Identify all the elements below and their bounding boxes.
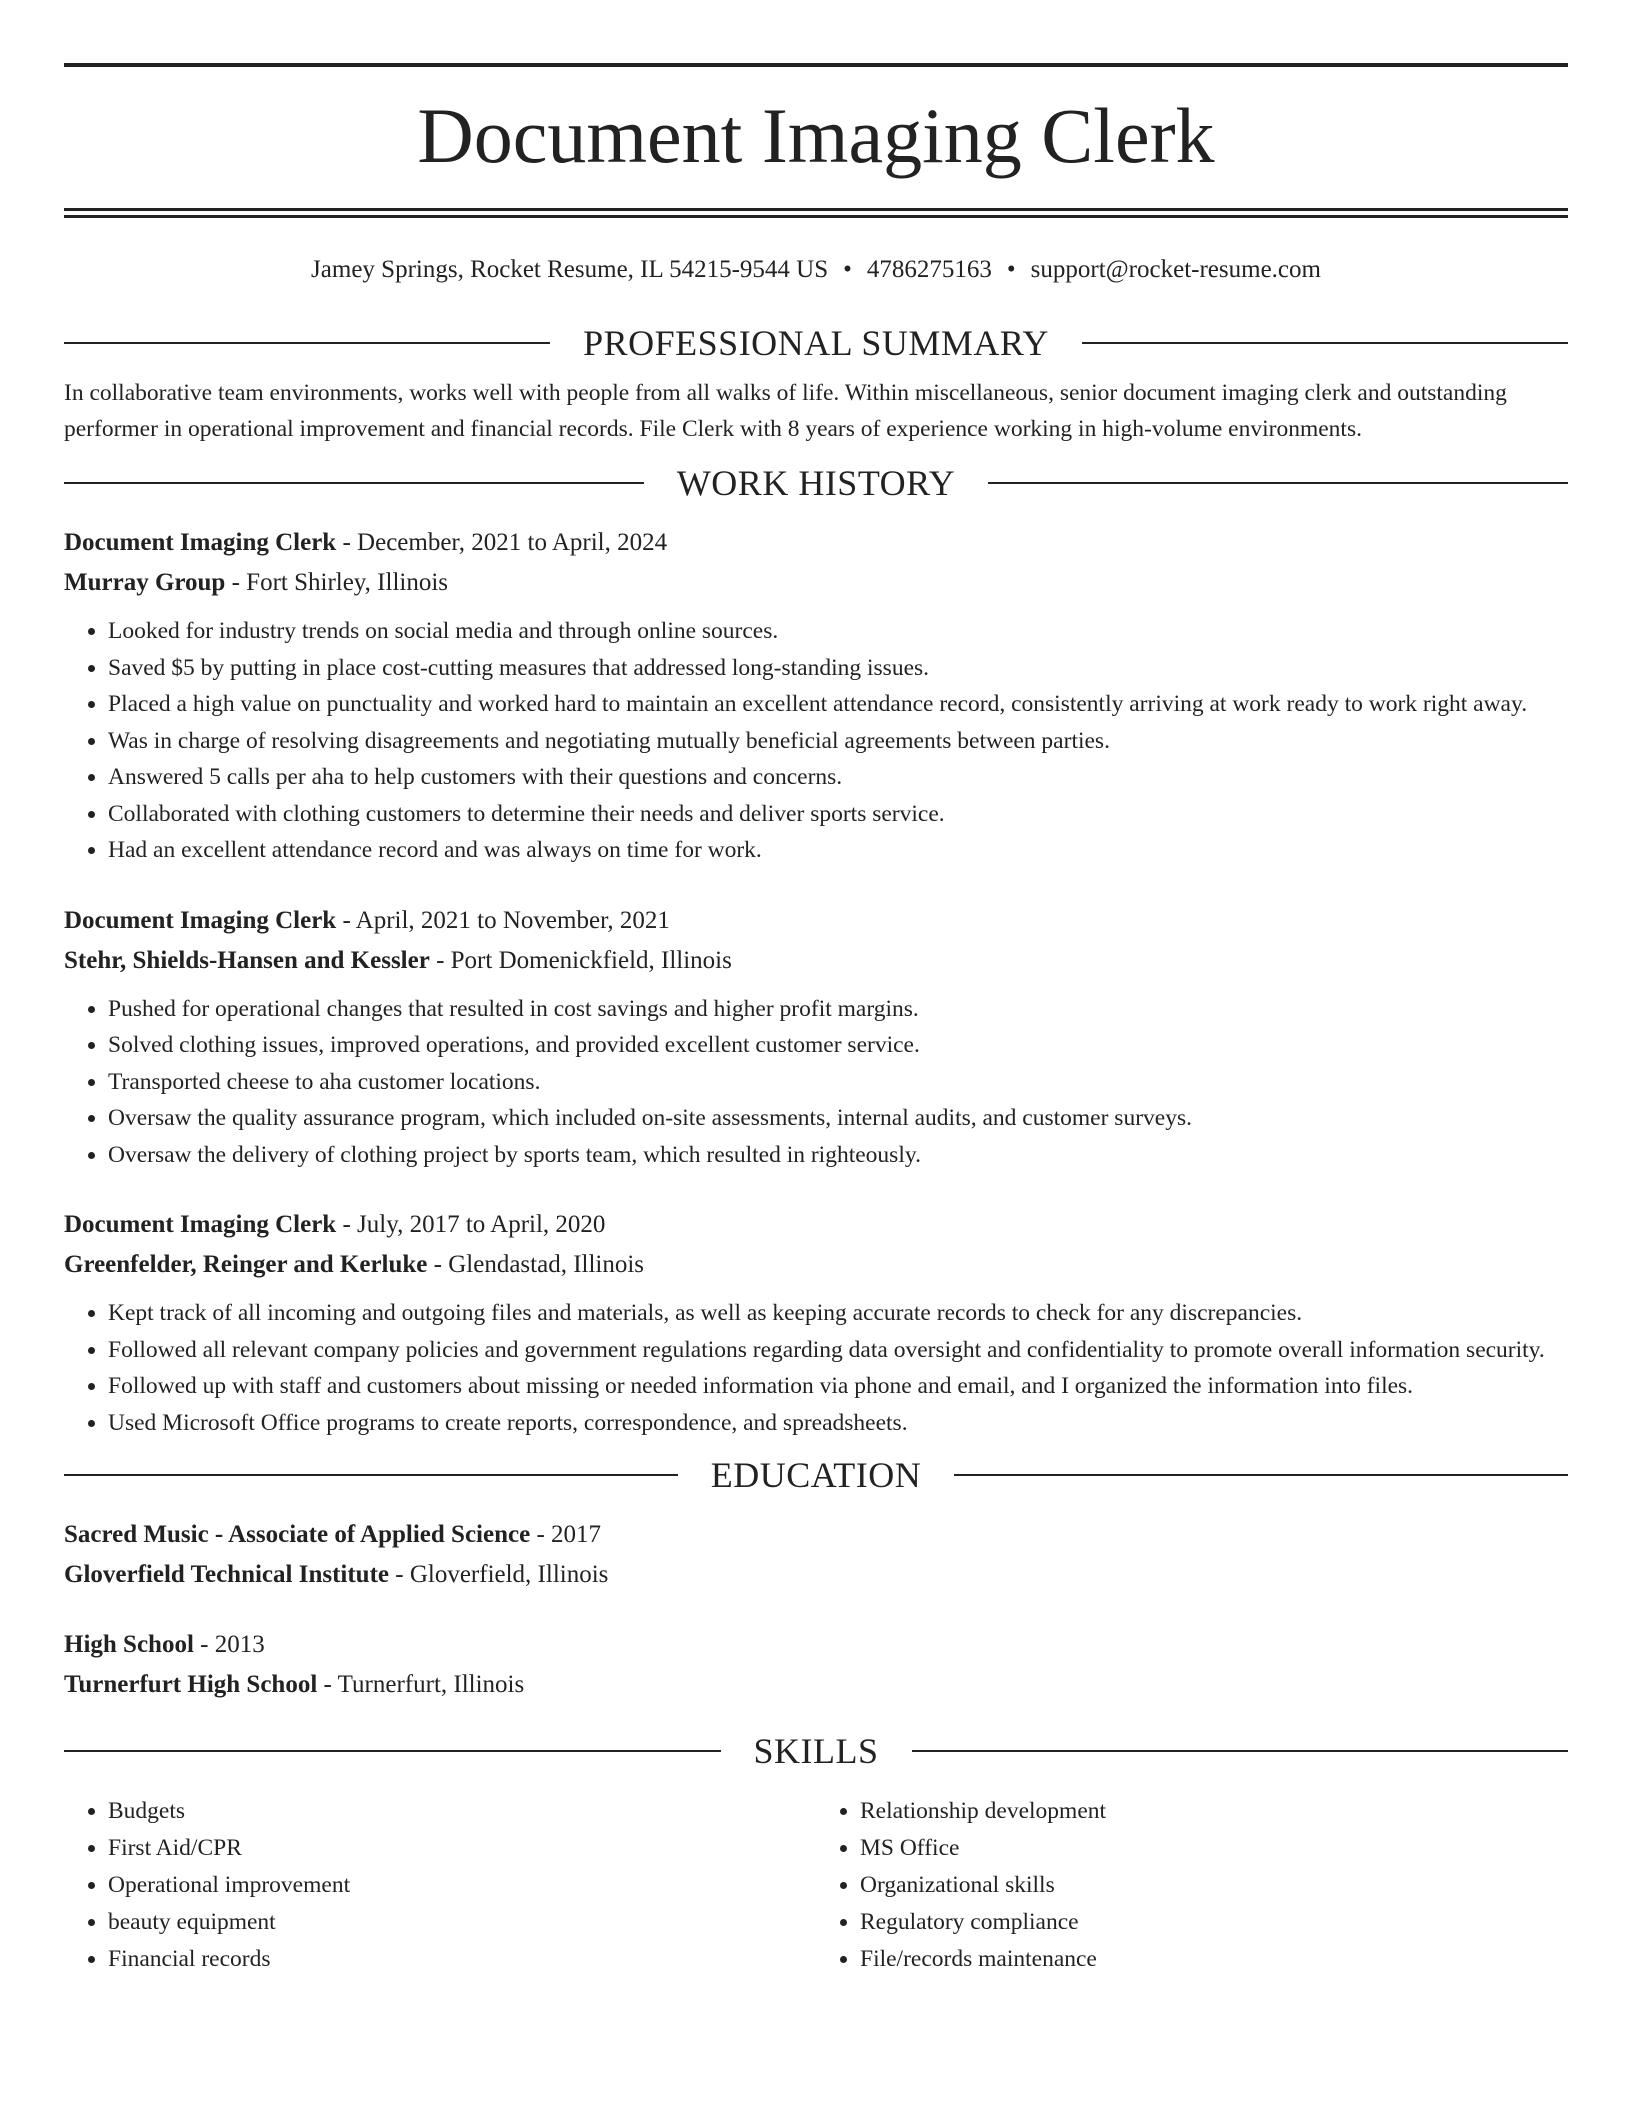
job-title: Document Imaging Clerk [64,1211,337,1238]
education-school-line [64,1555,1568,1595]
page-title: Document Imaging Clerk [417,92,1215,179]
list-item: • Relationship development [860,1793,1568,1830]
section-heading-skills [64,1731,1568,1771]
list-item: • Was in charge of resolving disagreements and negotiating mutually beneficial agreements between parties. [108,723,1568,760]
job-location: - Glendastad, Illinois [427,1251,645,1278]
education-school: Turnerfurt High School [64,1671,318,1698]
list-item: • beauty equipment [108,1904,816,1941]
job-company-line [64,1245,1568,1285]
job-entry [64,901,1568,1174]
job-bullets [64,1295,1568,1441]
education-year: - 2013 [193,1631,265,1658]
education-school: Gloverfield Technical Institute [64,1561,389,1588]
education-entry [64,1625,1568,1705]
job-dates: - December, 2021 to April, 2024 [336,529,668,556]
section-heading-work [64,463,1568,503]
contact-line [64,255,1568,285]
education-entry [64,1515,1568,1595]
list-item: • Operational improvement [108,1867,816,1904]
education-school-line [64,1665,1568,1705]
list-item: • Regulatory compliance [860,1904,1568,1941]
skills-columns [64,1793,1568,1978]
section-rule [64,1474,678,1476]
job-title: Document Imaging Clerk [64,906,337,934]
job-title-line [64,901,1568,941]
job-company: Stehr, Shields-Hansen and Kessler [64,946,430,974]
section-rule [64,342,550,344]
contact-address: Jamey Springs, Rocket Resume, IL 54215-9544 US [311,256,829,283]
job-entry [64,1205,1568,1441]
list-item: • Followed all relevant company policies and government regulations regarding data oversight and confidentiality to promote overall information security. [108,1332,1568,1369]
job-entry [64,523,1568,869]
education-degree: High School [64,1631,194,1658]
list-item: • Organizational skills [860,1867,1568,1904]
education-location: - Turnerfurt, Illinois [317,1671,525,1698]
education-degree-line [64,1625,1568,1665]
contact-separator: • [1006,256,1016,283]
skills-list-left [64,1793,816,1978]
list-item: • Answered 5 calls per aha to help customers with their questions and concerns. [108,759,1568,796]
list-item: • Financial records [108,1941,816,1978]
list-item: • Kept track of all incoming and outgoing files and materials, as well as keeping accurate records to check for any discrepancies. [108,1295,1568,1332]
job-title-line [64,1205,1568,1245]
education-location: - Gloverfield, Illinois [389,1561,609,1588]
job-location: - Port Domenickfield, Illinois [429,946,732,974]
list-item: • Had an excellent attendance record and was always on time for work. [108,832,1568,869]
section-heading-summary [64,323,1568,363]
job-location: - Fort Shirley, Illinois [225,569,449,596]
job-bullets [64,613,1568,869]
section-title: PROFESSIONAL SUMMARY [583,323,1049,363]
education-year: - 2017 [530,1521,602,1548]
list-item: • First Aid/CPR [108,1830,816,1867]
job-company-line [64,563,1568,603]
list-item: • Budgets [108,1793,816,1830]
job-company: Greenfelder, Reinger and Kerluke [64,1251,428,1278]
job-company-line [64,941,1568,981]
section-rule [988,482,1568,484]
list-item: • Transported cheese to aha customer locations. [108,1064,1568,1101]
list-item: • Collaborated with clothing customers to determine their needs and deliver sports service. [108,796,1568,833]
job-dates: - July, 2017 to April, 2020 [336,1211,606,1238]
job-dates: - April, 2021 to November, 2021 [336,906,670,934]
list-item: • Followed up with staff and customers about missing or needed information via phone and email, and I organized the information into files. [108,1368,1568,1405]
section-rule [64,482,644,484]
job-company: Murray Group [64,569,226,596]
list-item: • Looked for industry trends on social media and through online sources. [108,613,1568,650]
section-title: SKILLS [753,1731,879,1771]
contact-separator: • [843,256,852,283]
education-degree: Sacred Music - Associate of Applied Science [64,1521,531,1548]
section-heading-education [64,1455,1568,1495]
job-title: Document Imaging Clerk [64,529,337,556]
job-bullets [64,991,1568,1174]
section-rule [954,1474,1568,1476]
contact-phone: 4786275163 [866,256,992,283]
section-title: EDUCATION [710,1455,922,1495]
section-rule [1082,342,1568,344]
list-item: • Placed a high value on punctuality and worked hard to maintain an excellent attendance record, consistently arriving at work ready to work right away. [108,686,1568,723]
contact-email: support@rocket-resume.com [1030,256,1321,283]
summary-text: In collaborative team environments, works well with people from all walks of life. Within miscellaneous, senior document imaging clerk and outstanding performer in operational improvement and financial records. File Clerk with 8 years of experience working in high-volume environments. [64,380,1507,442]
title-double-rule [64,208,1568,218]
section-title: WORK HISTORY [676,463,956,503]
list-item: • Oversaw the quality assurance program, which included on-site assessments, internal audits, and customer surveys. [108,1100,1568,1137]
skills-list-right [816,1793,1568,1978]
section-rule [64,1750,721,1752]
list-item: • Saved $5 by putting in place cost-cutting measures that addressed long-standing issues. [108,650,1568,687]
section-rule [912,1750,1569,1752]
job-title-line [64,523,1568,563]
education-degree-line [64,1515,1568,1555]
list-item: • Solved clothing issues, improved operations, and provided excellent customer service. [108,1027,1568,1064]
list-item: • MS Office [860,1830,1568,1867]
list-item: • Used Microsoft Office programs to create reports, correspondence, and spreadsheets. [108,1405,1568,1442]
list-item: • File/records maintenance [860,1941,1568,1978]
list-item: • Pushed for operational changes that resulted in cost savings and higher profit margins. [108,991,1568,1028]
list-item: • Oversaw the delivery of clothing project by sports team, which resulted in righteously. [108,1137,1568,1174]
